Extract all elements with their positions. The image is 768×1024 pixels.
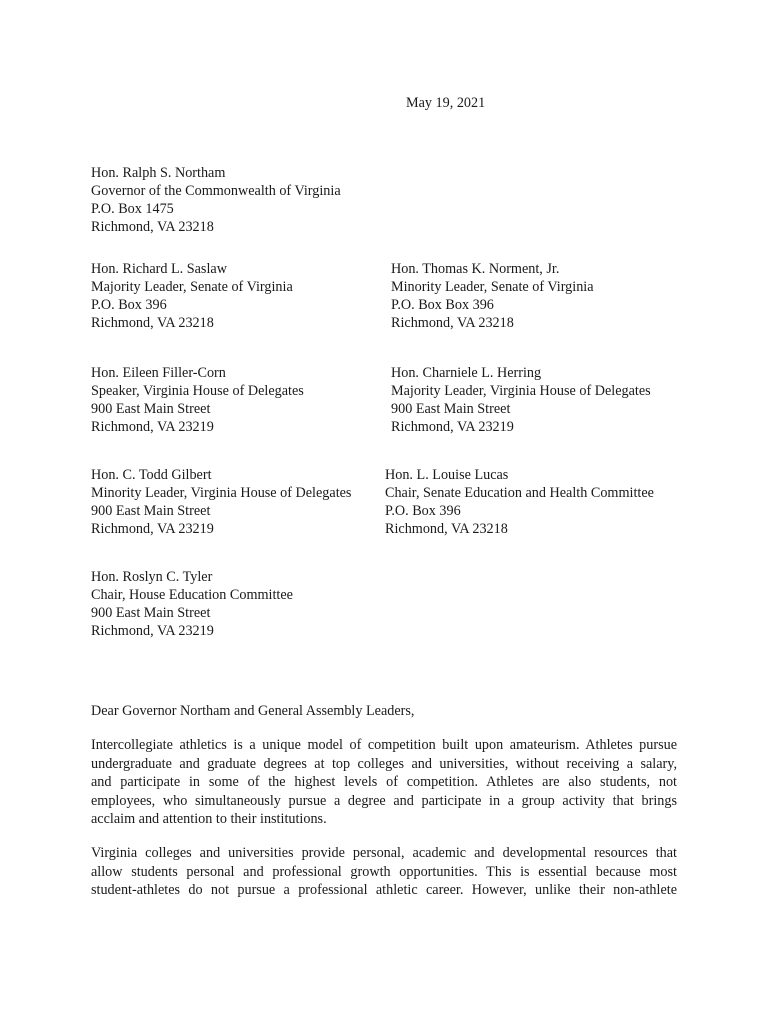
- recipient-block: [91, 260, 293, 332]
- recipient-name: Hon. Ralph S. Northam: [91, 165, 226, 181]
- recipient-title: Speaker, Virginia House of Delegates: [91, 383, 304, 399]
- recipient-city-line: Richmond, VA 23218: [391, 315, 514, 331]
- recipient-block: [91, 466, 351, 538]
- paragraph-line: Virginia colleges and universities provide personal, academic and developmental resources that: [91, 845, 677, 861]
- body-paragraph: [91, 736, 677, 829]
- recipient-city-line: Richmond, VA 23218: [91, 315, 214, 331]
- paragraph-line: allow students personal and professional growth opportunities. This is essential because most: [91, 863, 677, 880]
- paragraph-line: Intercollegiate athletics is a unique model of competition built upon amateurism. Athletes pursue: [91, 737, 677, 753]
- paragraph-line: acclaim and attention to their institutions.: [91, 811, 327, 828]
- recipient-city-line: Richmond, VA 23219: [391, 419, 514, 435]
- recipient-address-line: 900 East Main Street: [391, 401, 511, 417]
- recipient-city-line: Richmond, VA 23219: [91, 623, 214, 639]
- recipient-name: Hon. C. Todd Gilbert: [91, 467, 212, 483]
- recipient-city-line: Richmond, VA 23218: [385, 521, 508, 537]
- recipient-address-line: P.O. Box 396: [385, 503, 461, 519]
- paragraph-line: employees, who simultaneously pursue a degree and participate in a group activity that brings: [91, 792, 677, 809]
- recipient-title: Majority Leader, Virginia House of Delegates: [391, 383, 651, 399]
- recipient-address-line: 900 East Main Street: [91, 401, 211, 417]
- recipient-address-line: P.O. Box 1475: [91, 201, 174, 217]
- paragraph-line: and participate in some of the highest levels of competition. Athletes are also students, not: [91, 774, 677, 791]
- recipient-title: Chair, Senate Education and Health Committee: [385, 485, 654, 501]
- recipient-title: Minority Leader, Senate of Virginia: [391, 279, 594, 295]
- recipient-city-line: Richmond, VA 23219: [91, 521, 214, 537]
- recipient-block: [385, 466, 654, 538]
- recipient-name: Hon. Roslyn C. Tyler: [91, 569, 213, 585]
- recipient-address-line: 900 East Main Street: [91, 605, 211, 621]
- recipient-title: Chair, House Education Committee: [91, 587, 293, 603]
- recipient-city-line: Richmond, VA 23218: [91, 219, 214, 235]
- recipient-name: Hon. Thomas K. Norment, Jr.: [391, 261, 560, 277]
- recipient-name: Hon. Richard L. Saslaw: [91, 261, 227, 277]
- recipient-name: Hon. Charniele L. Herring: [391, 365, 542, 381]
- recipient-address-line: P.O. Box 396: [91, 297, 167, 313]
- recipient-block: [391, 364, 651, 436]
- paragraph-line: undergraduate and graduate degrees at top colleges and universities, without receiving a salary,: [91, 755, 677, 772]
- paragraph-line: student-athletes do not pursue a professional athletic career. However, unlike their non-athlete: [91, 882, 677, 899]
- salutation: Dear Governor Northam and General Assembly Leaders,: [91, 703, 415, 719]
- recipient-name: Hon. L. Louise Lucas: [385, 467, 509, 483]
- recipient-name: Hon. Eileen Filler-Corn: [91, 365, 226, 381]
- recipient-title: Minority Leader, Virginia House of Delegates: [91, 485, 352, 501]
- body-paragraph: [91, 844, 677, 900]
- recipient-address-line: P.O. Box Box 396: [391, 297, 494, 313]
- recipient-block: [91, 364, 304, 436]
- recipient-address-line: 900 East Main Street: [91, 503, 211, 519]
- recipient-block: [91, 164, 341, 236]
- recipient-block: [91, 568, 293, 640]
- letter-date: May 19, 2021: [406, 95, 486, 111]
- recipient-title: Majority Leader, Senate of Virginia: [91, 279, 293, 295]
- recipient-title: Governor of the Commonwealth of Virginia: [91, 183, 341, 199]
- recipient-city-line: Richmond, VA 23219: [91, 419, 214, 435]
- recipient-block: [391, 260, 594, 332]
